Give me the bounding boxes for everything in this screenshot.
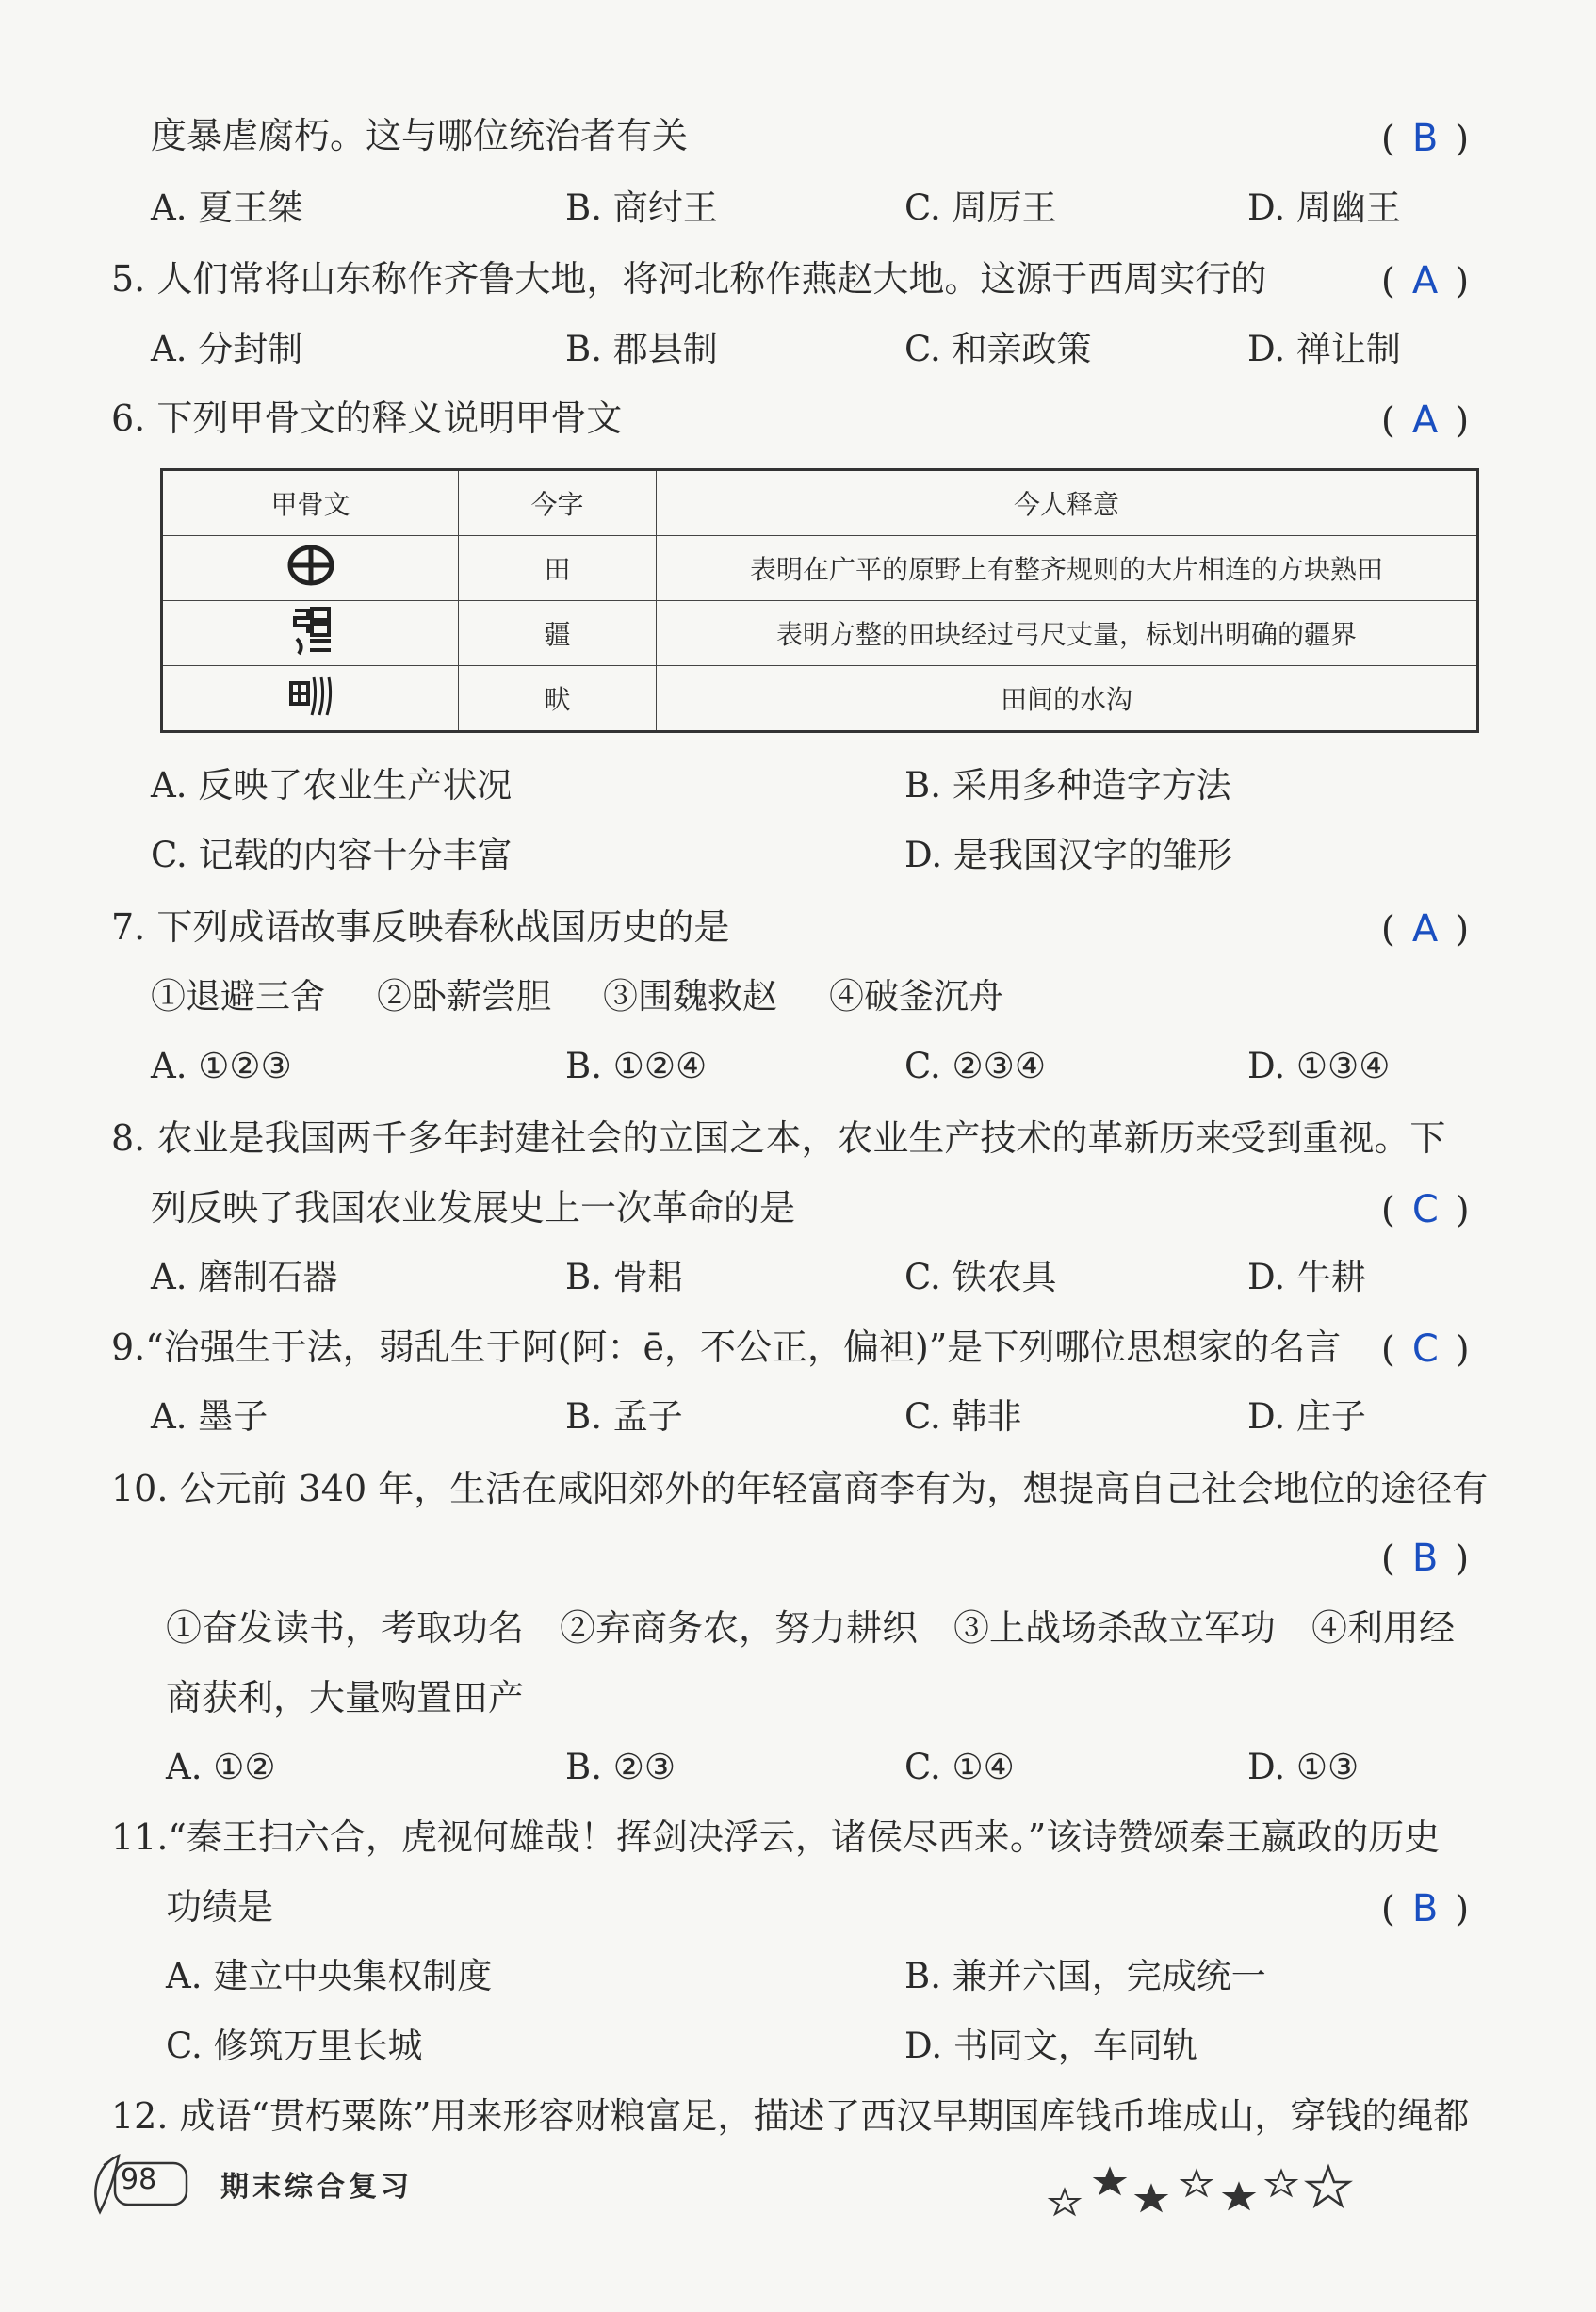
q7-item-2: ②卧薪尝胆 [377,976,551,1017]
q10-option-a: A. ①② [166,1747,276,1787]
q7-option-a: A. ①②③ [151,1046,292,1086]
q8-stem-line1: 8. 农业是我国两千多年封建社会的立国之本，农业生产技术的革新历来受到重视。下 [111,1117,1446,1159]
table-row [162,601,1478,666]
q8-answer [1381,1185,1470,1234]
q8-option-c: C. 铁农具 [904,1257,1057,1297]
q4-option-c: C. 周厉王 [904,187,1057,228]
q4-answer-letter: B [1411,117,1439,160]
q9-option-c: C. 韩非 [904,1396,1022,1437]
meaning: 表明方整的田块经过弓尺丈量，标划出明确的疆界 [657,601,1478,666]
q9-option-a: A. 墨子 [151,1396,269,1437]
table-header-row [162,470,1478,536]
paren-open: ( [1381,1189,1395,1230]
q5-option-c: C. 和亲政策 [904,329,1092,369]
q6-stem: 6. 下列甲骨文的释义说明甲骨文 [111,398,623,439]
paren-close: ) [1455,260,1470,301]
q8-option-d: D. 牛耕 [1247,1257,1366,1297]
modern-char: 田 [459,536,657,601]
q9-option-b: B. 孟子 [565,1396,683,1437]
q11-option-d: D. 书同文，车同轨 [904,2026,1197,2066]
q7-option-b: B. ①②④ [565,1046,708,1086]
q6-option-b: B. 采用多种造字方法 [904,765,1231,806]
table-header-modern: 今字 [459,470,657,536]
q6-answer [1381,396,1469,445]
q8-option-a: A. 磨制石器 [151,1257,338,1297]
q10-option-b: B. ②③ [565,1747,676,1787]
q4-option-a: A. 夏王桀 [151,187,303,228]
paren-close: ) [1455,908,1470,950]
q5-answer-letter: A [1411,259,1439,302]
paren-open: ( [1381,260,1395,301]
q11-answer-letter: B [1411,1887,1439,1930]
paren-open: ( [1381,1538,1395,1579]
oracle-glyph-jiang-icon [162,601,459,666]
q11-stem-line1: 11.“秦王扫六合，虎视何雄哉！挥剑决浮云，诸侯尽西来。”该诗赞颂秦王嬴政的历史 [111,1816,1441,1858]
star-rating-icon [1046,2146,1498,2222]
q7-answer-letter: A [1411,907,1439,951]
q10-answer-letter: B [1411,1537,1439,1580]
q4-answer [1381,114,1469,163]
table-row [162,666,1478,732]
q7-answer [1381,904,1469,953]
q9-answer-letter: C [1411,1327,1439,1371]
q8-option-b: B. 骨耜 [565,1257,683,1297]
paren-close: ) [1455,1538,1470,1579]
table-header-meaning: 今人释意 [657,470,1478,536]
q9-option-d: D. 庄子 [1247,1396,1366,1437]
q6-option-c: C. 记载的内容十分丰富 [151,835,513,875]
q10-answer [1381,1534,1469,1583]
paren-open: ( [1381,118,1395,159]
q5-answer [1381,256,1469,305]
paren-open: ( [1381,908,1395,950]
paren-close: ) [1455,118,1470,159]
meaning: 田间的水沟 [657,666,1478,732]
q10-option-d: D. ①③ [1247,1747,1360,1787]
footer-title: 期末综合复习 [220,2171,413,2204]
q11-stem-line2: 功绩是 [166,1886,274,1928]
q7-option-d: D. ①③④ [1247,1046,1391,1086]
q8-answer-letter: C [1411,1188,1439,1231]
q12-stem: 12. 成语“贯朽粟陈”用来形容财粮富足，描述了西汉早期国库钱币堆成山，穿钱的绳都 [111,2095,1470,2137]
page-number: 98 [121,2163,157,2196]
paren-close: ) [1455,1888,1470,1929]
q7-option-c: C. ②③④ [904,1046,1047,1086]
q6-option-d: D. 是我国汉字的雏形 [904,835,1232,875]
paren-close: ) [1455,1189,1470,1230]
meaning: 表明在广平的原野上有整齐规则的大片相连的方块熟田 [657,536,1478,601]
q10-stem: 10. 公元前 340 年，生活在咸阳郊外的年轻富商李有为，想提高自己社会地位的途径有 [111,1468,1489,1509]
paren-close: ) [1455,1328,1470,1370]
q7-item-1: ①退避三舍 [151,976,325,1017]
table-row [162,536,1478,601]
q5-option-d: D. 禅让制 [1247,329,1401,369]
q7-stem: 7. 下列成语故事反映春秋战国历史的是 [111,906,730,948]
table-header-oracle: 甲骨文 [162,470,459,536]
modern-char: 畎 [459,666,657,732]
q10-items-line1: ①奋发读书，考取功名 ②弃商务农，努力耕织 ③上战场杀敌立军功 ④利用经 [166,1607,1456,1649]
paren-open: ( [1381,1328,1395,1370]
q5-option-a: A. 分封制 [151,329,303,369]
oracle-glyph-tian-icon [162,536,459,601]
q11-option-b: B. 兼并六国，完成统一 [904,1956,1266,1996]
oracle-bone-table [160,468,1479,733]
q7-item-4: ④破釜沉舟 [829,976,1003,1017]
q11-option-c: C. 修筑万里长城 [166,2026,423,2066]
q9-stem: 9.“治强生于法，弱乱生于阿(阿：ē，不公正，偏袒)”是下列哪位思想家的名言 [111,1327,1342,1368]
q8-stem-line2: 列反映了我国农业发展史上一次革命的是 [151,1187,796,1229]
paren-open: ( [1381,1888,1395,1929]
q4-option-b: B. 商纣王 [565,187,718,228]
q11-option-a: A. 建立中央集权制度 [166,1956,493,1996]
q9-answer [1381,1325,1470,1374]
q7-item-3: ③围魏救赵 [603,976,777,1017]
q6-option-a: A. 反映了农业生产状况 [151,765,513,806]
oracle-glyph-quan-icon [162,666,459,732]
q6-answer-letter: A [1411,399,1439,442]
paren-open: ( [1381,399,1395,441]
q5-stem: 5. 人们常将山东称作齐鲁大地，将河北称作燕赵大地。这源于西周实行的 [111,258,1267,300]
modern-char: 疆 [459,601,657,666]
paren-close: ) [1455,399,1470,441]
q10-option-c: C. ①④ [904,1747,1015,1787]
q10-items-line2: 商获利，大量购置田产 [166,1677,525,1718]
q4-stem-tail: 度暴虐腐朽。这与哪位统治者有关 [151,115,689,156]
q11-answer [1381,1884,1469,1933]
q5-option-b: B. 郡县制 [565,329,718,369]
q4-option-d: D. 周幽王 [1247,187,1401,228]
